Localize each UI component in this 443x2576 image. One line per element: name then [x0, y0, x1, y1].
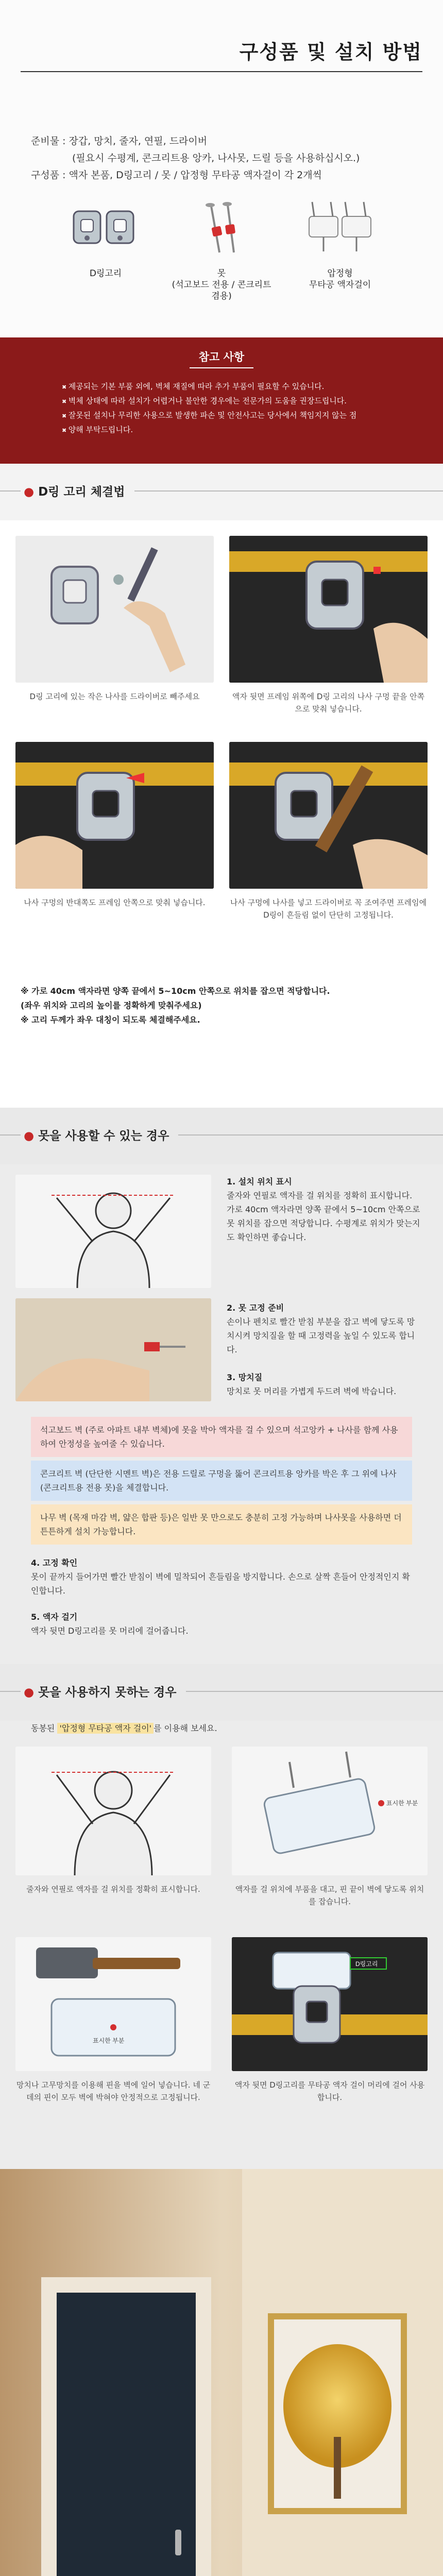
usable-step-4 [31, 1556, 412, 1598]
usable-section [0, 1108, 443, 1664]
usable-header [0, 1108, 443, 1164]
unusable-caption-4: 액자 뒷면 D링고리를 무타공 액자 걸이 머리에 걸어 사용합니다. [234, 2080, 425, 2102]
step4-title: 4. 고정 확인 [31, 1558, 78, 1568]
part-dring [54, 191, 157, 279]
prep-optional: (필요시 수평계, 콘크리트용 앙카, 나사못, 드릴 등을 사용하십시오.) [72, 152, 360, 164]
room-scene-image [0, 2169, 443, 2576]
dring-header [0, 464, 443, 520]
pin-hanger-icon [288, 191, 391, 268]
part-nail-label: 못 [217, 268, 226, 279]
prep-list [31, 133, 360, 184]
step5-body: 액자 뒷면 D링고리를 못 머리에 걸어줍니다. [31, 1626, 189, 1636]
unusable-photo-4 [232, 1937, 428, 2071]
parts-row [0, 191, 443, 314]
part-nail [170, 191, 273, 302]
unusable-caption-3: 망치나 고무망치를 이용해 핀을 벽에 일어 넣습니다. 네 군데의 핀이 모두 벽에 박혀야 안정적으로 고정됩니다. [16, 2080, 211, 2102]
notice-item: ✖ 벽체 상태에 따라 설치가 어렵거나 불안한 경우에는 전문가의 도움을 권장드립니다. [62, 394, 381, 409]
notice-list [0, 368, 443, 437]
unusable-photo-1 [15, 1747, 211, 1875]
dring-photo-3 [15, 742, 214, 889]
unusable-section [0, 1664, 443, 2169]
unusable-intro: 동봉된 '압정형 무타공 액자 걸이' 를 이용해 보세요. [31, 1723, 217, 1733]
unusable-photo-2 [232, 1747, 428, 1875]
unusable-caption-2: 액자를 걸 위치에 부품을 대고, 핀 끝이 벽에 닿도록 위치를 잡습니다. [235, 1885, 424, 1906]
notice-item: ✖ 잘못된 설치나 무리한 사용으로 발생한 파손 및 안전사고는 당사에서 책임지지 않는 점 [62, 409, 381, 423]
part-pin-hanger [288, 191, 391, 291]
step2-body: 손이나 펜치로 빨간 받침 부분을 잡고 벽에 닿도록 망치시켜 망치질을 할 때 고정력을 높일 수 있도록 합니다. [227, 1317, 415, 1354]
dring-tip-3: ※ 고리 두께가 좌우 대칭이 되도록 체결해주세요. [21, 1015, 200, 1025]
dring-section [0, 464, 443, 1108]
part-nail-note: (석고보드 전용 / 콘크리트 겸용) [172, 280, 271, 301]
step3-title: 3. 망치질 [227, 1372, 263, 1382]
nail-icon [170, 191, 273, 268]
page-title: 구성품 및 설치 방법 [239, 41, 422, 63]
unusable-caption-1: 줄자와 연필로 액자를 걸 위치를 정확히 표시합니다. [26, 1885, 200, 1894]
prep-components: 구성품 : 액자 본품, D링고리 / 못 / 압정형 무타공 액자걸이 각 2개씩 [31, 170, 322, 181]
usable-photo-2 [15, 1298, 211, 1401]
step3-body: 망치로 못 머리를 가볍게 두드려 벽에 박습니다. [227, 1386, 397, 1396]
usable-step-1 [227, 1175, 422, 1244]
usable-heading: 못을 사용할 수 있는 경우 [38, 1129, 169, 1143]
title-underline [21, 71, 422, 72]
dring-caption-3: 나사 구멍의 반대쪽도 프레임 안쪽으로 맞춰 넣습니다. [24, 898, 206, 907]
step1-body: 줄자와 연필로 액자를 걸 위치를 정확히 표시합니다. 가로 40cm 액자라면 양쪽 끝에서 5~10cm 안쪽으로 못 위치를 잡으면 적당합니다. 수평계로 위치가 맞는지도 확인하면 좋습니다. [227, 1191, 420, 1242]
step1-title: 1. 설치 위치 표시 [227, 1177, 292, 1187]
notice-title: 참고 사항 [190, 349, 253, 368]
part-pin-hanger-label-1: 압정형 [327, 268, 353, 279]
product-highlight: '압정형 무타공 액자 걸이' [57, 1723, 154, 1734]
dring-caption-1: D링 고리에 있는 작은 나사를 드라이버로 빼주세요 [29, 692, 200, 701]
marked-spot-label-2: 표시한 부분 [93, 2037, 125, 2044]
usable-step-5 [31, 1610, 412, 1638]
dring-tip-2: (좌우 위치와 고리의 높이를 정확하게 맞춰주세요) [21, 1001, 202, 1010]
dring-heading: D링 고리 체결법 [38, 485, 125, 499]
dring-icon [54, 191, 157, 268]
unusable-heading: 못을 사용하지 못하는 경우 [38, 1686, 177, 1699]
dring-label: D링고리 [355, 1960, 378, 1968]
dring-caption-4: 나사 구멍에 나사를 넣고 드라이버로 꼭 조여주면 프레임에 D링이 흔들림 없이 단단히 고정됩니다. [230, 898, 427, 920]
components-section [0, 0, 443, 464]
title-row [0, 0, 443, 98]
dring-caption-2: 액자 뒷면 프레임 위쪽에 D링 고리의 나사 구멍 끝을 안쪽으로 맞춰 넣습니다. [232, 692, 425, 714]
dring-photo-2 [229, 536, 428, 683]
dring-tips [21, 984, 422, 1027]
usable-step-2 [227, 1301, 422, 1398]
wall-type-wood: 나무 벽 (목재 마감 벽, 얇은 합판 등)은 일반 못 만으로도 충분히 고정 가능하며 나사못을 사용하면 더 튼튼하게 설치 가능합니다. [31, 1504, 412, 1545]
step2-title: 2. 못 고정 준비 [227, 1303, 284, 1313]
part-pin-hanger-label-2: 무타공 액자걸이 [309, 280, 371, 290]
bullet-icon: ● [24, 1686, 35, 1699]
notice-item: ✖ 제공되는 기본 부품 외에, 벽체 재질에 따라 추가 부품이 필요할 수 있습니다. [62, 380, 381, 394]
notice-box [0, 337, 443, 464]
step5-title: 5. 액자 걸기 [31, 1612, 78, 1622]
notice-item: ✖ 양해 부탁드립니다. [62, 423, 381, 437]
bullet-icon: ● [24, 1129, 35, 1143]
bullet-icon: ● [24, 485, 35, 499]
unusable-photo-3 [15, 1937, 211, 2071]
dring-tip-1: ※ 가로 40cm 액자라면 양쪽 끝에서 5~10cm 안쪽으로 위치를 잡으면 적당합니다. [21, 986, 330, 996]
usable-photo-1 [15, 1175, 211, 1288]
unusable-header [0, 1664, 443, 1721]
room-photo-section [0, 2169, 443, 2576]
dring-photo-1 [15, 536, 214, 683]
dring-photo-4 [229, 742, 428, 889]
marked-spot-label: 표시한 부분 [386, 1800, 418, 1807]
wall-type-gypsum: 석고보드 벽 (주로 아파트 내부 벽체)에 못을 박아 액자를 걸 수 있으며 석고앙카 + 나사를 함께 사용하여 안정성을 높여줄 수 있습니다. [31, 1417, 412, 1457]
step4-body: 못이 끝까지 들어가면 빨간 받침이 벽에 밀착되어 흔들림을 방지합니다. 손으로 살짝 흔들어 안정적인지 확인합니다. [31, 1572, 410, 1596]
part-dring-label: D링고리 [89, 268, 122, 279]
prep-tools: 준비물 : 장갑, 망치, 줄자, 연필, 드라이버 [31, 135, 208, 147]
wall-type-concrete: 콘크리트 벽 (단단한 시멘트 벽)은 전용 드릴로 구멍을 뚫어 콘크리트용 앙카를 박은 후 그 위에 나사(콘크리트용 전용 못)을 체결합니다. [31, 1461, 412, 1501]
